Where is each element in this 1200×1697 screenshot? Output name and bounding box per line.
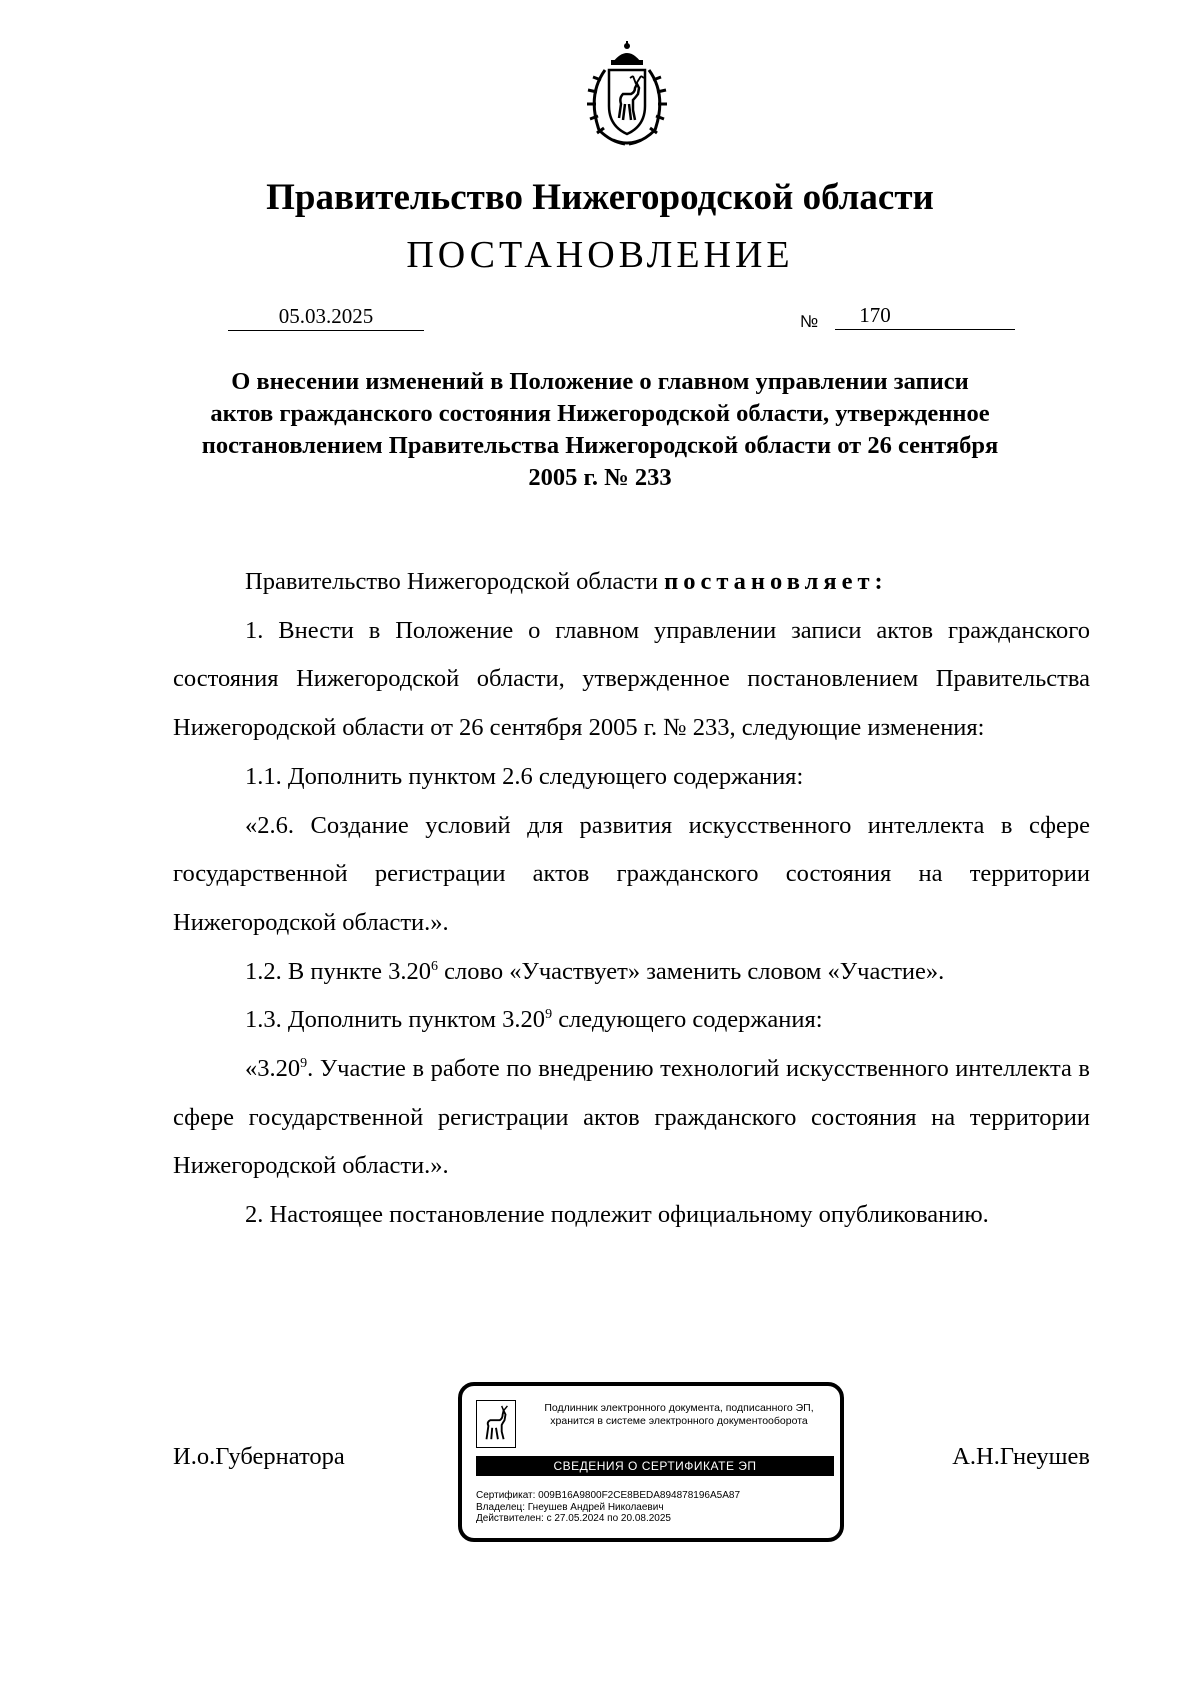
stamp-line-2: хранится в системе электронного документооборота: [550, 1415, 808, 1427]
electronic-signature-stamp: [458, 1382, 844, 1542]
paragraph-1-1-quote: «2.6. Создание условий для развития искусственного интеллекта в сфере государственной регистрации актов гражданского состояния на территории Нижегородской области.».: [173, 811, 1090, 936]
paragraph-1-3: [173, 996, 1090, 1045]
deer-emblem-icon: [476, 1400, 516, 1448]
signatory-position: И.о.Губернатора: [173, 1443, 345, 1470]
stamp-certificate-info: [476, 1490, 836, 1525]
document-number: [835, 303, 1015, 330]
certificate-validity: Действителен: с 27.05.2024 по 20.08.2025: [476, 1513, 671, 1524]
p1-3-after: следующего содержания:: [552, 1006, 823, 1034]
document-date: 05.03.2025: [228, 304, 424, 331]
p1-3-superscript: 9: [545, 1007, 553, 1023]
paragraph-1-1: 1.1. Дополнить пунктом 2.6 следующего содержания:: [245, 762, 804, 790]
coat-of-arms-icon: [575, 40, 679, 148]
paragraph-1-2: [173, 948, 1090, 997]
p1-3-before: 1.3. Дополнить пунктом 3.20: [245, 1006, 546, 1034]
p1-2-superscript: 6: [430, 958, 438, 974]
signatory-name: А.Н.Гнеушев: [952, 1443, 1090, 1470]
document-number-value: 170: [859, 303, 891, 327]
stamp-line-1: Подлинник электронного документа, подписанного ЭП,: [544, 1402, 814, 1414]
document-heading: О внесении изменений в Положение о главном управлении записи актов гражданского состояния Нижегородской области, утвержденное постановлением Правительства Нижегородской области от 26 сентября 2005 г. № 233: [201, 368, 999, 491]
paragraph-1-3-quote: [173, 1045, 1090, 1191]
document-type: ПОСТАНОВЛЕНИЕ: [406, 234, 794, 276]
p1-2-before: 1.2. В пункте 3.20: [245, 957, 431, 985]
p1-3-quote-after: . Участие в работе по внедрению технологий искусственного интеллекта в сфере государственной регистрации актов гражданского состояния на территории Нижегородской области.».: [173, 1055, 1090, 1180]
document-body: [173, 558, 1090, 1240]
number-label: №: [800, 312, 819, 331]
intro-paragraph: [173, 558, 1090, 607]
intro-text: Правительство Нижегородской области: [245, 568, 665, 595]
paragraph-2: 2. Настоящее постановление подлежит официальному опубликованию.: [245, 1201, 989, 1229]
p1-3-quote-superscript: 9: [300, 1055, 308, 1071]
intro-verb: постановляет:: [664, 568, 888, 595]
stamp-certificate-header: СВЕДЕНИЯ О СЕРТИФИКАТЕ ЭП: [476, 1456, 834, 1476]
paragraph-1: 1. Внести в Положение о главном управлении записи актов гражданского состояния Нижегородской области, утвержденное постановлением Правительства Нижегородской области от 26 сентября 2005 г. № 233, следующие изменения:: [173, 616, 1090, 742]
p1-3-quote-before: «3.20: [245, 1055, 301, 1083]
organization-title: Правительство Нижегородской области: [266, 177, 934, 218]
certificate-id: Сертификат: 009B16A9800F2CE8BEDA894878196A5A87: [476, 1490, 741, 1501]
p1-2-after: слово «Участвует» заменить словом «Участие».: [437, 957, 945, 985]
certificate-owner: Владелец: Гнеушев Андрей Николаевич: [476, 1501, 664, 1513]
